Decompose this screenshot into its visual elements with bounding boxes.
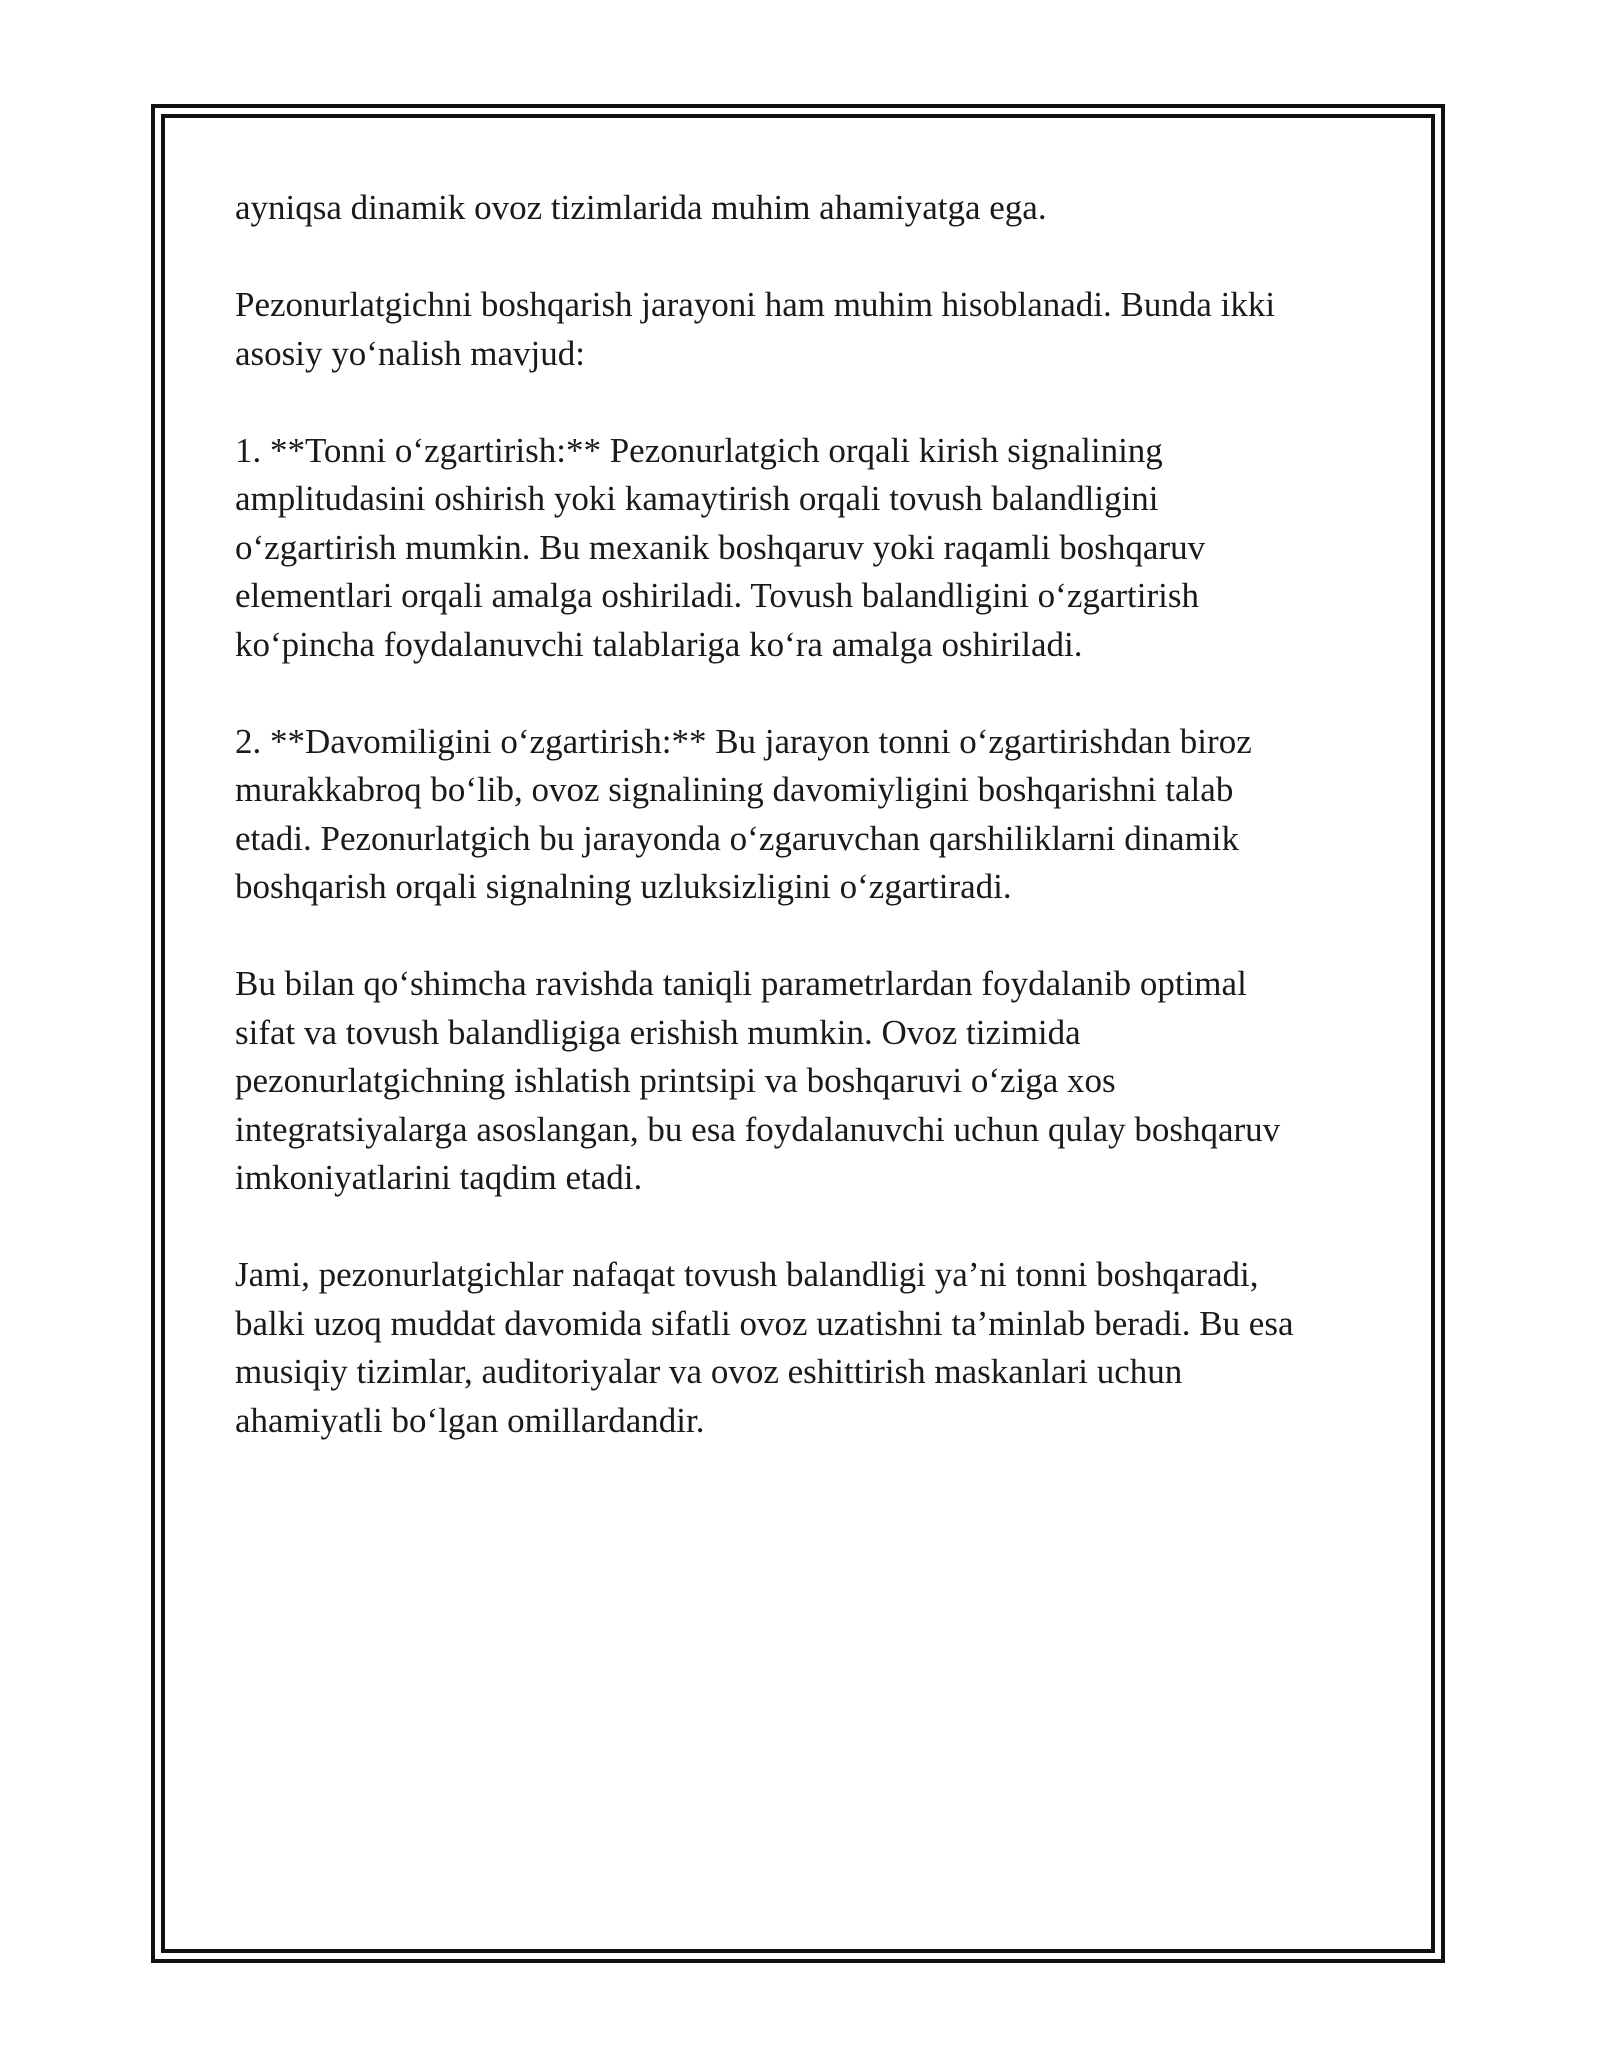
paragraph-conclusion: Jami, pezonurlatgichlar nafaqat tovush balandligi ya’ni tonni boshqaradi, balki uzoq muddat davomida sifatli ovoz uzatishni ta’minlab beradi. Bu esa musiqiy tizimlar, auditoriyalar va ovoz eshittirish maskanlari uchun ahamiyatli bo‘lgan omillardandir.: [235, 1255, 1294, 1440]
paragraph-continuation: ayniqsa dinamik ovoz tizimlarida muhim ahamiyatga ega.: [235, 188, 1047, 227]
list-item-tone: 1. **Tonni o‘zgartirish:** Pezonurlatgich orqali kirish signalining amplitudasini oshirish yoki kamaytirish orqali tovush balandligini o‘zgartirish mumkin. Bu mexanik boshqaruv yoki raqamli boshqaruv elementlari orqali amalga oshiriladi. Tovush balandligini o‘zgartirish ko‘pincha foydalanuvchi talablariga ko‘ra amalga oshiriladi.: [235, 430, 1206, 664]
paragraph-parameters: Bu bilan qo‘shimcha ravishda taniqli parametrlardan foydalanib optimal sifat va tovush balandligiga erishish mumkin. Ovoz tizimida pezonurlatgichning ishlatish printsipi va boshqaruvi o‘ziga xos integratsiyalarga asoslangan, bu esa foydalanuvchi uchun qulay boshqaruv imkoniyatlarini taqdim etadi.: [235, 964, 1281, 1197]
list-item-duration: 2. **Davomiligini o‘zgartirish:** Bu jarayon tonni o‘zgartirishdan biroz murakkabroq bo‘lib, ovoz signalining davomiyligini boshqarishni talab etadi. Pezonurlatgich bu jarayonda o‘zgaruvchan qarshiliklarni dinamik boshqarish orqali signalning uzluksizligini o‘zgartiradi.: [235, 721, 1252, 906]
document-body: [235, 184, 1365, 1494]
paragraph-intro: Pezonurlatgichni boshqarish jarayoni ham muhim hisoblanadi. Bunda ikki asosiy yo‘nalish mavjud:: [235, 285, 1276, 373]
